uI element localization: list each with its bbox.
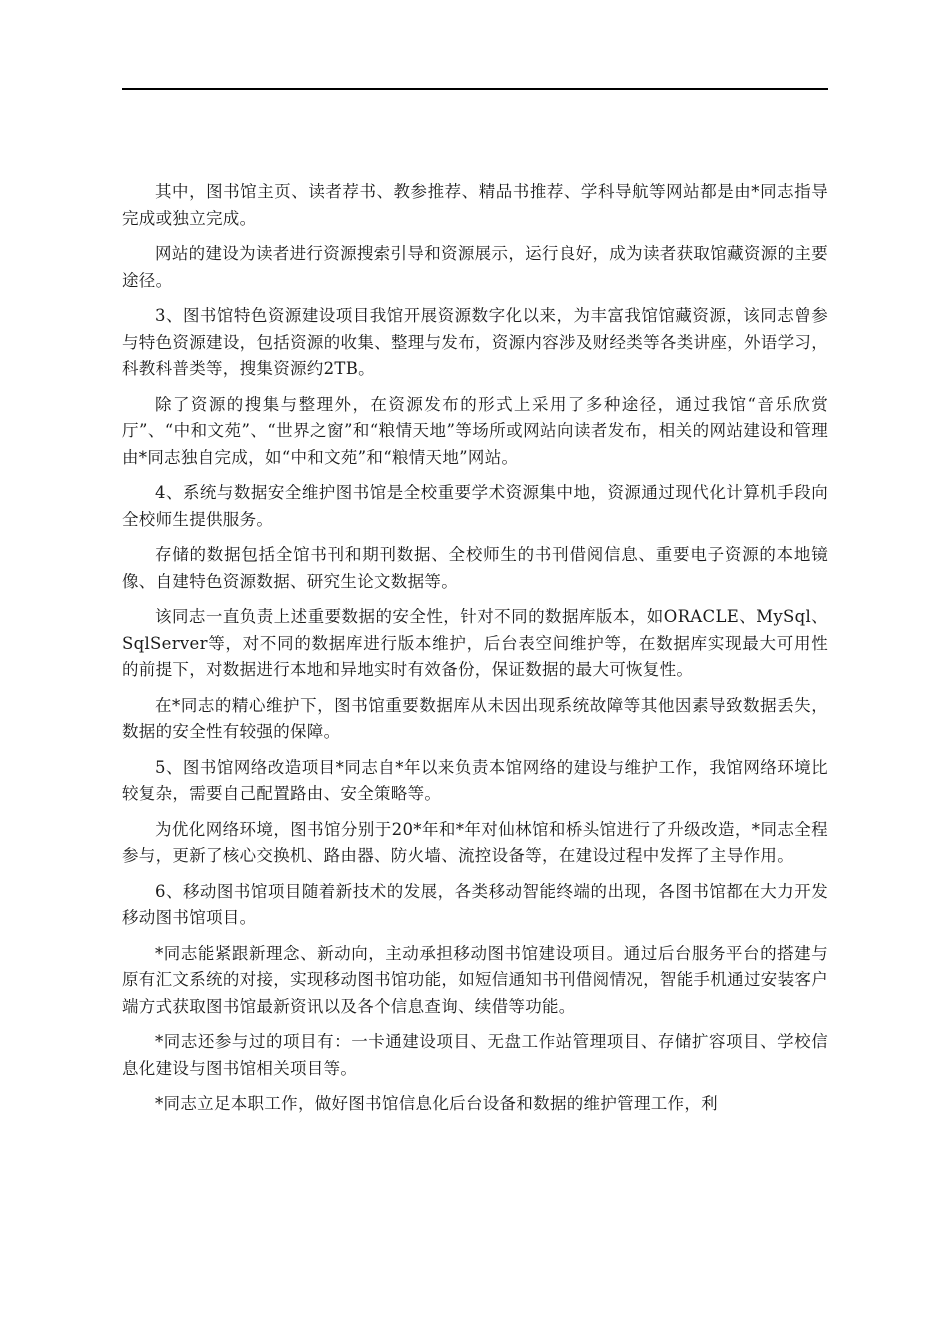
paragraph: 在*同志的精心维护下，图书馆重要数据库从未因出现系统故障等其他因素导致数据丢失，数据的安全性有较强的保障。 bbox=[122, 695, 828, 741]
paragraph: 网站的建设为读者进行资源搜索引导和资源展示，运行良好，成为读者获取馆藏资源的主要途径。 bbox=[122, 244, 828, 290]
paragraph: 该同志一直负责上述重要数据的安全性，针对不同的数据库版本，如ORACLE、MySql、SqlServer等，对不同的数据库进行版本维护，后台表空间维护等，在数据库实现最大可用性的前提下，对数据进行本地和异地实时有效备份，保证数据的最大可恢复性。 bbox=[122, 607, 828, 679]
paragraph: 3、图书馆特色资源建设项目我馆开展资源数字化以来，为丰富我馆馆藏资源，该同志曾参与特色资源建设，包括资源的收集、整理与发布，资源内容涉及财经类等各类讲座，外语学习，科教科普类等，搜集资源约2TB。 bbox=[122, 306, 828, 378]
paragraph: 其中，图书馆主页、读者荐书、教参推荐、精品书推荐、学科导航等网站都是由*同志指导完成或独立完成。 bbox=[122, 182, 828, 228]
paragraph: 为优化网络环境，图书馆分别于20*年和*年对仙林馆和桥头馆进行了升级改造，*同志全程参与，更新了核心交换机、路由器、防火墙、流控设备等，在建设过程中发挥了主导作用。 bbox=[122, 819, 828, 865]
paragraph: *同志能紧跟新理念、新动向，主动承担移动图书馆建设项目。通过后台服务平台的搭建与原有汇文系统的对接，实现移动图书馆功能，如短信通知书刊借阅情况，智能手机通过安装客户端方式获取图书馆最新资讯以及各个信息查询、续借等功能。 bbox=[122, 943, 828, 1016]
paragraph: 4、系统与数据安全维护图书馆是全校重要学术资源集中地，资源通过现代化计算机手段向全校师生提供服务。 bbox=[122, 483, 828, 529]
document-body bbox=[122, 179, 828, 1127]
paragraph: 5、图书馆网络改造项目*同志自*年以来负责本馆网络的建设与维护工作，我馆网络环境比较复杂，需要自己配置路由、安全策略等。 bbox=[122, 757, 828, 803]
paragraph: 除了资源的搜集与整理外，在资源发布的形式上采用了多种途径，通过我馆“音乐欣赏厅”、“中和文苑”、“世界之窗”和“粮情天地”等场所或网站向读者发布，相关的网站建设和管理由*同志独自完成，如“中和文苑”和“粮情天地”网站。 bbox=[122, 394, 828, 467]
paragraph: *同志立足本职工作，做好图书馆信息化后台设备和数据的维护管理工作，利 bbox=[155, 1094, 718, 1113]
paragraph: 存储的数据包括全馆书刊和期刊数据、全校师生的书刊借阅信息、重要电子资源的本地镜像、自建特色资源数据、研究生论文数据等。 bbox=[122, 545, 828, 591]
header-rule bbox=[122, 88, 828, 90]
paragraph: *同志还参与过的项目有：一卡通建设项目、无盘工作站管理项目、存储扩容项目、学校信息化建设与图书馆相关项目等。 bbox=[122, 1032, 828, 1078]
paragraph: 6、移动图书馆项目随着新技术的发展，各类移动智能终端的出现，各图书馆都在大力开发移动图书馆项目。 bbox=[122, 881, 828, 927]
